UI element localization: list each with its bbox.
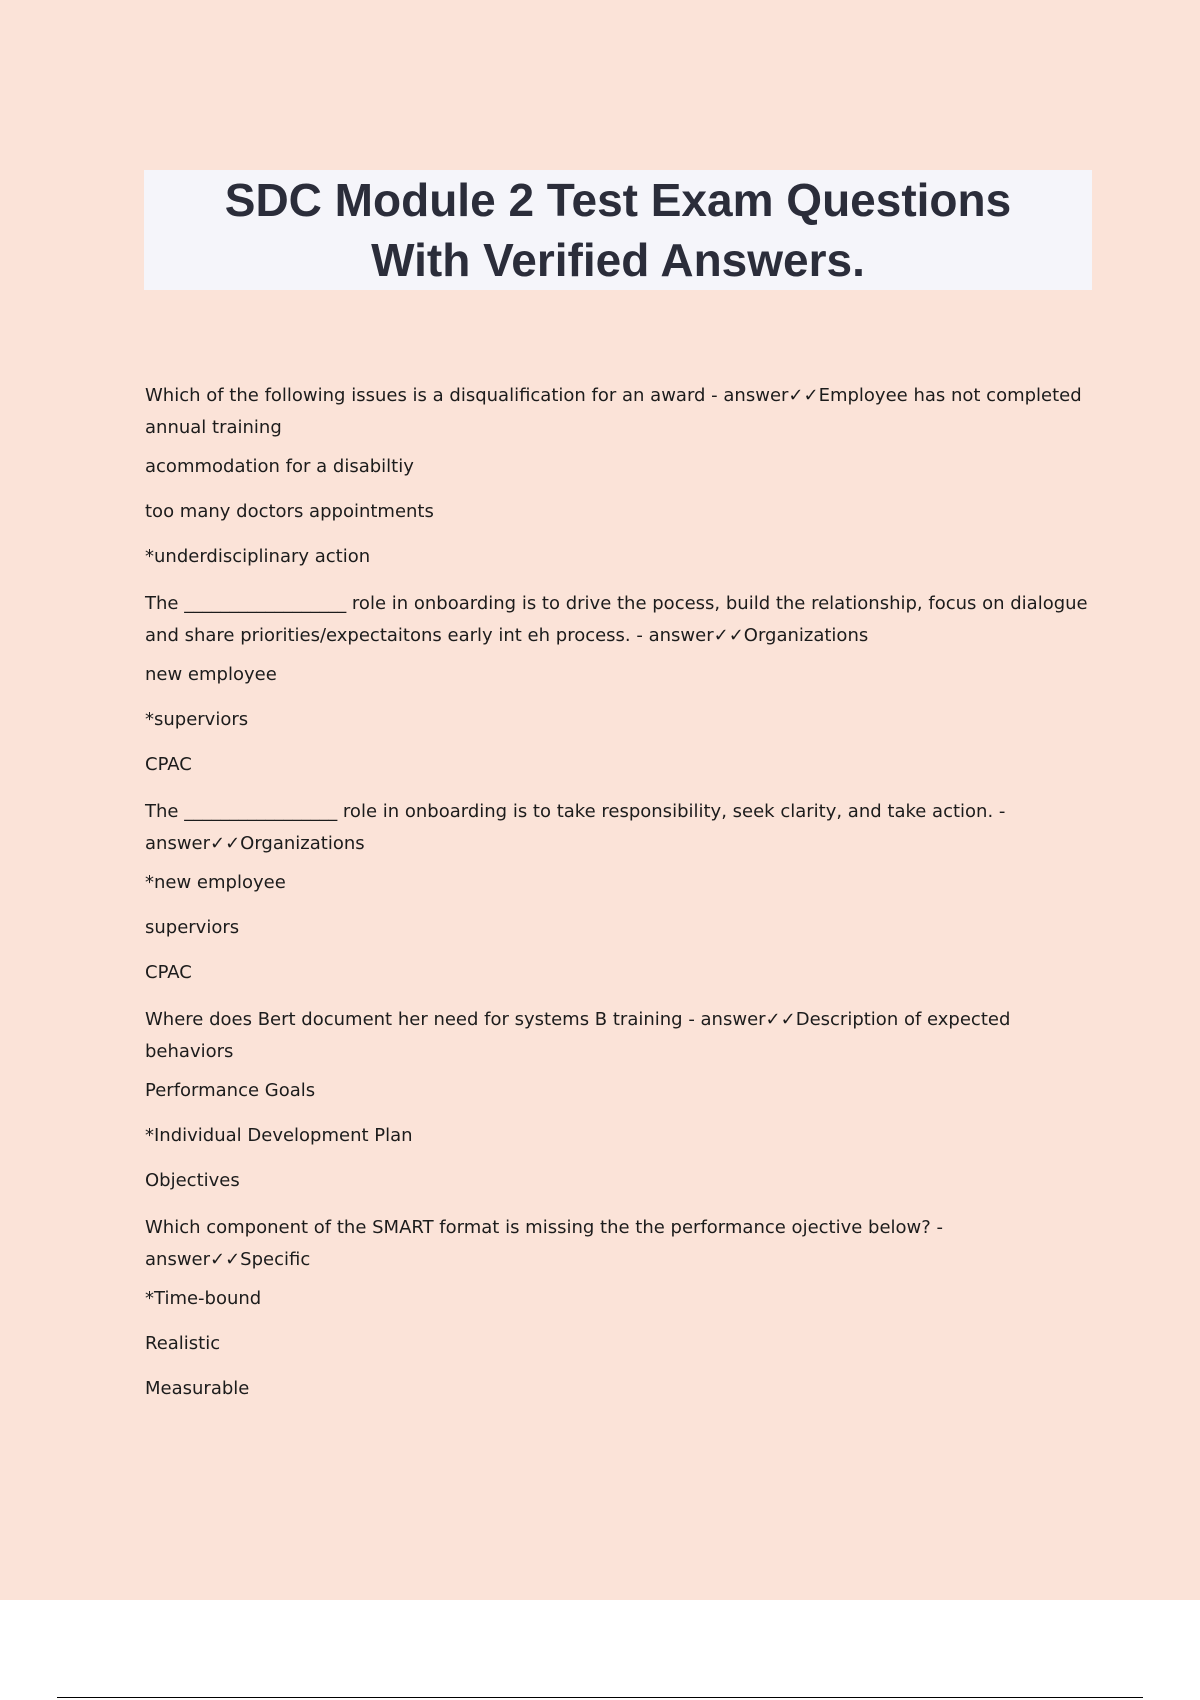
- answer-option: *Time-bound: [145, 1288, 262, 1309]
- answer-option: acommodation for a disabiltiy: [145, 456, 414, 477]
- answer-option: CPAC: [145, 754, 192, 775]
- document-title-line-2: With Verified Answers.: [371, 234, 865, 286]
- question-text: Which of the following issues is a disqualification for an award - answer✓✓Employee has not completed annual training: [145, 385, 1082, 438]
- question-block: [145, 588, 1095, 779]
- document-title-line-1: SDC Module 2 Test Exam Questions: [224, 174, 1012, 226]
- question-text: Which component of the SMART format is missing the the performance ojective below? - answer✓✓Specific: [145, 1217, 944, 1270]
- answer-option: Objectives: [145, 1170, 240, 1191]
- answer-option: *new employee: [145, 872, 286, 893]
- answer-option: too many doctors appointments: [145, 501, 434, 522]
- answer-option: new employee: [145, 664, 277, 685]
- answer-option: Measurable: [145, 1378, 250, 1399]
- footer-divider: [57, 1697, 1143, 1698]
- answer-option: Performance Goals: [145, 1080, 316, 1101]
- answer-option: CPAC: [145, 962, 192, 983]
- question-block: [145, 796, 1095, 987]
- questions-list: [145, 380, 1095, 1420]
- answer-option: *underdisciplinary action: [145, 546, 371, 567]
- answer-option: superviors: [145, 917, 240, 938]
- answer-option: Realistic: [145, 1333, 221, 1354]
- question-block: [145, 1212, 1095, 1403]
- answer-option: *Individual Development Plan: [145, 1125, 413, 1146]
- question-text: Where does Bert document her need for systems B training - answer✓✓Description of expected behaviors: [145, 1009, 1011, 1062]
- question-text: The _________________ role in onboarding is to take responsibility, seek clarity, and take action. - answer✓✓Organizations: [145, 801, 1006, 854]
- title-banner: [144, 170, 1092, 290]
- question-block: [145, 1004, 1095, 1195]
- answer-option: *superviors: [145, 709, 249, 730]
- question-text: The __________________ role in onboarding is to drive the pocess, build the relationship, focus on dialogue and share priorities/expectaitons early int eh process. - answer✓✓Organizations: [145, 593, 1088, 646]
- question-block: [145, 380, 1095, 571]
